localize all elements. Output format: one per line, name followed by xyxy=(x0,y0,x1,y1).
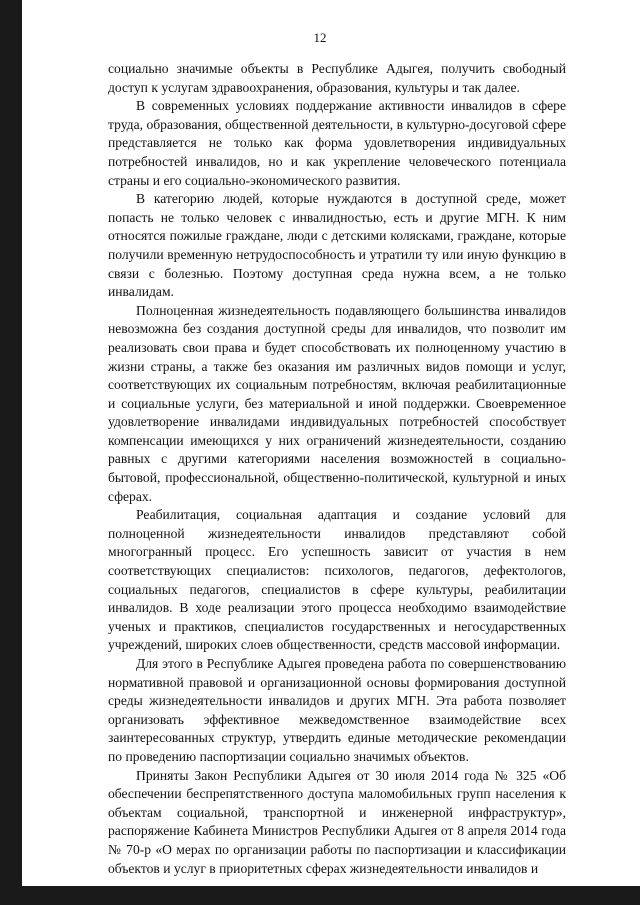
paragraph-6: Для этого в Республике Адыгея проведена работа по совершенствованию нормативной правовой и организационной основы формирования доступной среды жизнедеятельности инвалидов и других МГН. Эта работа позволяет организовать эффективное межведомственное взаимодействие всех заинтересованных структур, утвердить единые методические рекомендации по проведению паспортизации социально значимых объектов. xyxy=(108,656,566,764)
page-number: 12 xyxy=(313,30,327,45)
document-body xyxy=(108,60,566,878)
paragraph-5: Реабилитация, социальная адаптация и создание условий для полноценной жизнедеятельности инвалидов представляют собой многогранный процесс. Его успешность зависит от участия в нем соответствующих специалистов: психологов, педагогов, дефектологов, социальных педагогов, специалистов в сфере культуры, реабилитации инвалидов. В ходе реализации этого процесса необходимо взаимодействие ученых и практиков, специалистов государственных и негосударственных учреждений, широких слоев общественности, средств массовой информации. xyxy=(108,507,566,653)
paragraph-3: В категорию людей, которые нуждаются в доступной среде, может попасть не только человек с инвалидностью, есть и другие МГН. К ним относятся пожилые граждане, люди с детскими колясками, граждане, которые получили временную нетрудоспособность и утратили ту или иную функцию в связи с болезнью. Поэтому доступная среда нужна всем, а не только инвалидам. xyxy=(108,191,566,300)
paragraph-2: В современных условиях поддержание активности инвалидов в сфере труда, образования, общественной деятельности, в культурно-досуговой сфере представляется не только как форма удовлетворения индивидуальных потребностей инвалидов, но и как укрепление человеческого потенциала страны и его социально-экономического развития. xyxy=(108,98,566,188)
paragraph-4: Полноценная жизнедеятельность подавляющего большинства инвалидов невозможна без создания доступной среды для инвалидов, что позволит им реализовать свои права и будет способствовать их полноценному участию в жизни страны, а также без оказания им различных видов помощи и услуг, соответствующих их социальным потребностям, включая реабилитационные и социальные услуги, без материальной и иной поддержки. Своевременное удовлетворение инвалидами индивидуальных потребностей способствует компенсации имеющихся у них ограничений жизнедеятельности, созданию равных с другими категориями населения возможностей в социально-бытовой, профессиональной, общественно-политической, культурной и иных сферах. xyxy=(108,302,566,504)
scan-edge-left xyxy=(0,0,22,905)
paragraph-7: Приняты Закон Республики Адыгея от 30 июля 2014 года № 325 «Об обеспечении беспрепятственного доступа маломобильных групп населения к объектам социальной, транспортной и инженерной инфраструктур», распоряжение Кабинета Министров Республики Адыгея от 8 апреля 2014 года № 70-р «О мерах по организации работы по паспортизации и классификации объектов и услуг в приоритетных сферах жизнедеятельности инвалидов и xyxy=(108,767,566,876)
scan-edge-bottom xyxy=(0,886,640,905)
paragraph-1: социально значимые объекты в Республике Адыгея, получить свободный доступ к услугам здравоохранения, образования, культуры и так далее. xyxy=(108,61,566,95)
